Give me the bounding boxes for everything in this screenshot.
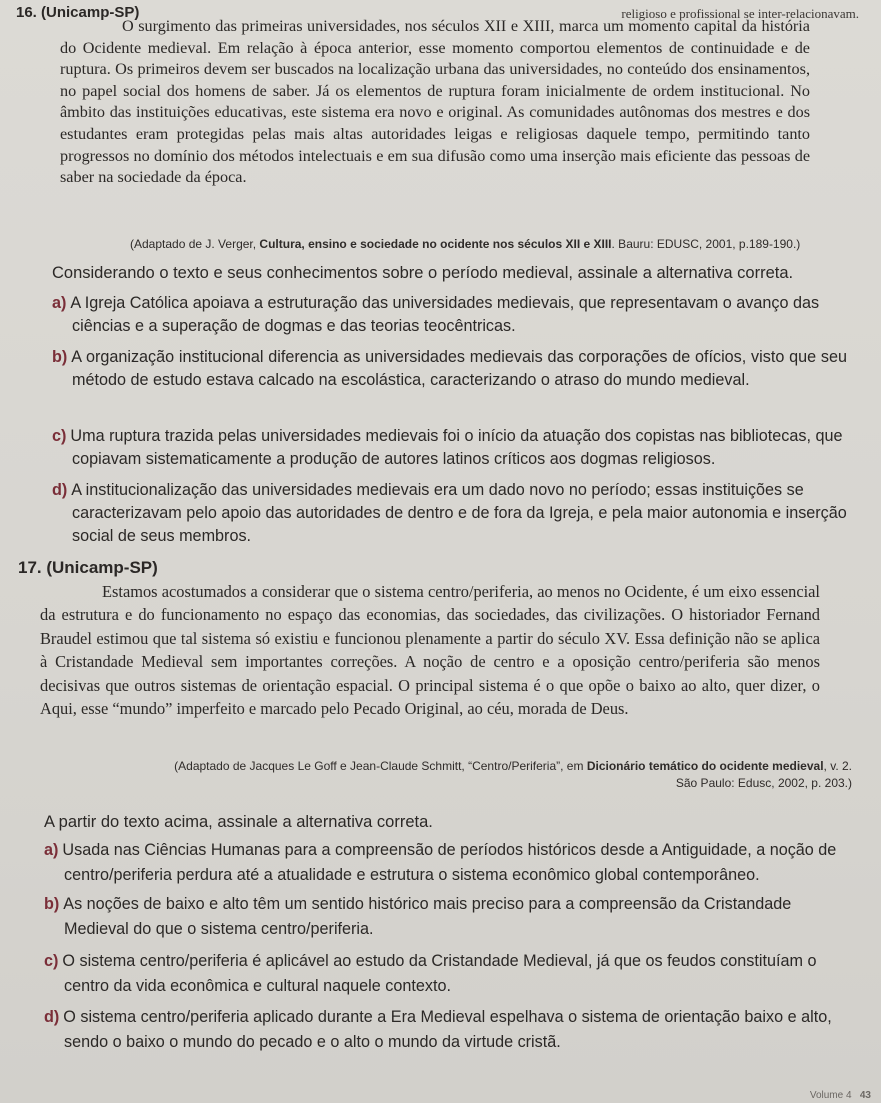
question-17-header: 17. (Unicamp-SP) [18, 558, 158, 577]
option-letter: c) [52, 427, 67, 445]
question-16-header: 16. (Unicamp-SP) [16, 4, 140, 21]
footer-volume: Volume 4 [809, 1090, 852, 1101]
question-16-source [130, 236, 860, 253]
option-text: O sistema centro/periferia é aplicável ao estudo da Cristandade Medieval, já que os feudos constituíam o centro da vida econômica e cultural naquele contexto. [62, 952, 817, 995]
option-text: As noções de baixo e alto têm um sentido histórico mais preciso para a compreensão da Cristandade Medieval do que o sistema centro/periferia. [63, 895, 792, 938]
option-text: Uma ruptura trazida pelas universidades medievais foi o início da atuação dos copistas nas bibliotecas, que copiavam sistematicamente a produção de autores latinos críticos aos dogmas religiosos. [70, 427, 843, 468]
option-text: O sistema centro/periferia aplicado durante a Era Medieval espelhava o sistema de orientação baixo e alto, sendo o baixo o mundo do pecado e o alto o mundo da virtude cristã. [63, 1008, 832, 1051]
option-text: A institucionalização das universidades medievais era um dado novo no período; essas instituições se caracterizavam pelo apoio das autoridades de dentro e de fora da Igreja, e pela maior autonomia e inserção social de seus membros. [71, 481, 847, 545]
option-letter: b) [52, 348, 68, 366]
option-letter: d) [52, 481, 68, 499]
option-letter: b) [44, 895, 60, 913]
question-17-source [72, 758, 852, 792]
cut-off-previous-text: religioso e profissional se inter-relacionavam. [621, 6, 859, 21]
q17-option-d [44, 1005, 854, 1055]
option-text: A Igreja Católica apoiava a estruturação das universidades medievais, que representavam o avanço das ciências e a superação de dogmas e das teorias teocêntricas. [70, 294, 820, 335]
q16-option-d [52, 479, 847, 547]
source-suffix: . Bauru: EDUSC, 2001, p.189-190.) [611, 237, 801, 251]
option-letter: d) [44, 1008, 60, 1026]
question-16-prompt: Considerando o texto e seus conhecimentos sobre o período medieval, assinale a alternativa correta. [52, 264, 794, 282]
q16-option-c [52, 425, 847, 471]
option-text: A organização institucional diferencia as universidades medievais das corporações de ofícios, visto que seu método de estudo estava calcado na escolástica, caracterizando o atraso do mundo medieval. [71, 348, 847, 389]
option-letter: c) [44, 952, 59, 970]
question-17-text: Estamos acostumados a considerar que o sistema centro/periferia, ao menos no Ocidente, é um eixo essencial da estrutura e do funcionamento no espaço das economias, das sociedades, das civilizações. O historiador Fernand Braudel estimou que tal sistema só existiu e funcionou plenamente a partir do século XV. Essa definição não se aplica à Cristandade Medieval sem importantes correções. A noção de centro e a oposição centro/periferia são menos decisivas que outros sistemas de orientação espacial. O principal sistema é o que opõe o baixo ao alto, quer dizer, o Aqui, esse “mundo” imperfeito e marcado pelo Pecado Original, ao céu, morada de Deus. [40, 582, 820, 719]
source-prefix: (Adaptado de J. Verger, [130, 237, 260, 251]
page-number: 43 [859, 1090, 871, 1101]
source-suffix: , v. 2. [823, 759, 852, 773]
source-line-2: São Paulo: Edusc, 2002, p. 203.) [675, 776, 852, 790]
source-title: Cultura, ensino e sociedade no ocidente nos séculos XII e XIII [259, 237, 612, 251]
option-text: Usada nas Ciências Humanas para a compreensão de períodos históricos desde a Antiguidade, a noção de centro/periferia perdura até a atualidade e estrutura o sistema econômico global contemporâneo. [62, 841, 837, 884]
question-17-prompt: A partir do texto acima, assinale a alternativa correta. [44, 813, 433, 831]
q17-option-a [44, 838, 854, 888]
option-letter: a) [52, 294, 67, 312]
option-letter: a) [44, 841, 59, 859]
q16-option-b [52, 346, 847, 392]
q17-option-c [44, 949, 854, 999]
question-16-text: O surgimento das primeiras universidades, nos séculos XII e XIII, marca um momento capital da história do Ocidente medieval. Em relação à época anterior, esse momento comportou elementos de continuidade e de ruptura. Os primeiros devem ser buscados na localização urbana das universidades, no conteúdo dos ensinamentos, no papel social dos homens de saber. Já os elementos de ruptura foram inicialmente de ordem institucional. No âmbito das instituições educativas, este sistema era novo e original. As comunidades autônomas dos mestres e dos estudantes eram protegidas pelas mais altas autoridades leigas e religiosas daquele tempo, permitindo tanto progressos no domínio dos métodos intelectuais e em sua difusão como uma inserção mais eficiente das pessoas de saber na sociedade da época. [60, 17, 810, 187]
q17-option-b [44, 892, 854, 942]
source-prefix: (Adaptado de Jacques Le Goff e Jean-Claude Schmitt, “Centro/Periferia”, em [174, 759, 587, 773]
page-footer [810, 1090, 871, 1101]
q16-option-a [52, 292, 847, 338]
source-title: Dicionário temático do ocidente medieval [586, 759, 824, 773]
